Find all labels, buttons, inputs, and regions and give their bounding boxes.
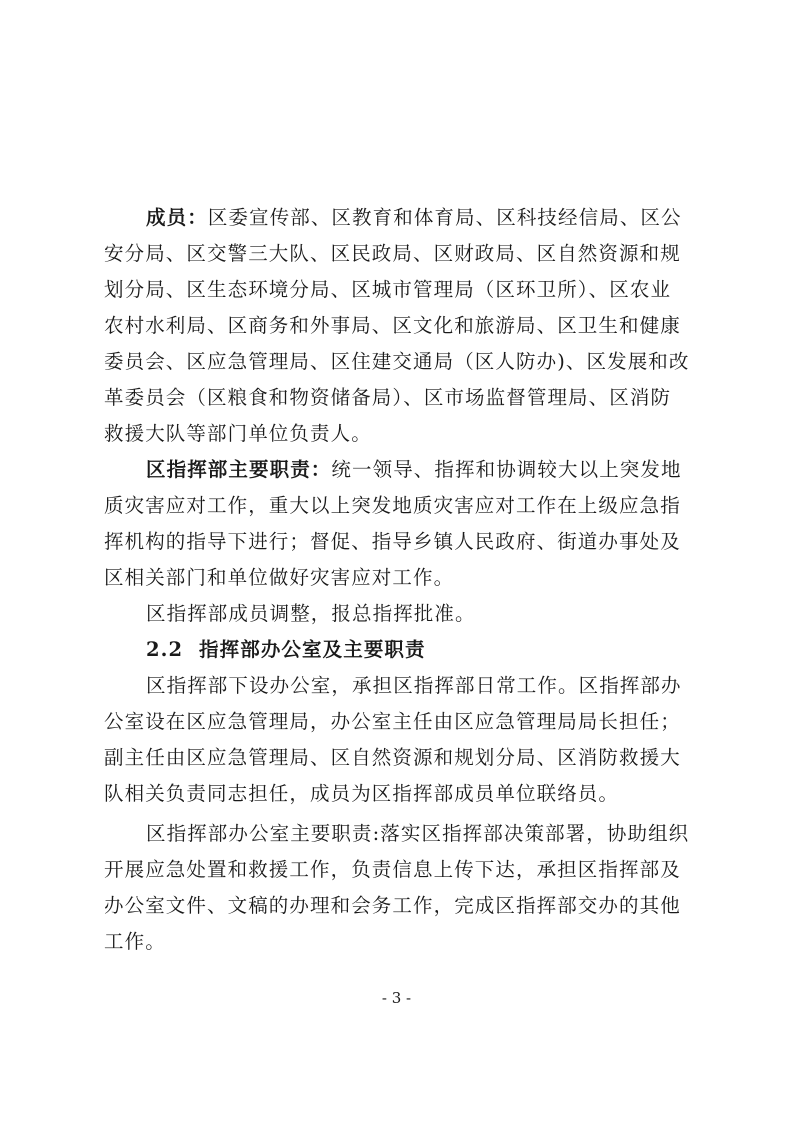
members-line-1 bbox=[146, 204, 682, 232]
office-line-1: 区指挥部下设办公室，承担区指挥部日常工作。区指挥部办 bbox=[146, 674, 682, 697]
duties-line-4: 区相关部门和单位做好灾害应对工作。 bbox=[104, 566, 455, 589]
office-line-2: 公室设在区应急管理局，办公室主任由区应急管理局局长担任； bbox=[104, 710, 681, 733]
office-line-3: 副主任由区应急管理局、区自然资源和规划分局、区消防救援大 bbox=[104, 746, 681, 769]
duties-line-1 bbox=[146, 456, 682, 484]
office-duties-line-4: 工作。 bbox=[104, 930, 166, 953]
page-number: - 3 - bbox=[381, 989, 412, 1007]
members-line-2: 安分局、区交警三大队、区民政局、区财政局、区自然资源和规 bbox=[104, 242, 681, 265]
office-line-4: 队相关负责同志担任，成员为区指挥部成员单位联络员。 bbox=[104, 782, 620, 805]
members-line-3: 划分局、区生态环境分局、区城市管理局（区环卫所）、区农业 bbox=[104, 278, 672, 301]
office-duties-line-2: 开展应急处置和救援工作，负责信息上传下达，承担区指挥部及 bbox=[104, 858, 681, 881]
members-text-1: 区委宣传部、区教育和体育局、区科技经信局、区公 bbox=[207, 206, 682, 229]
duties-line-2: 质灾害应对工作，重大以上突发地质灾害应对工作在上级应急指 bbox=[104, 494, 681, 517]
members-line-7: 救援大队等部门单位负责人。 bbox=[104, 422, 372, 445]
section-title: 指挥部办公室及主要职责 bbox=[199, 638, 426, 661]
members-line-5: 委员会、区应急管理局、区住建交通局（区人防办)、区发展和改 bbox=[104, 350, 690, 373]
duties-text-1: 统一领导、指挥和协调较大以上突发地 bbox=[331, 458, 682, 481]
office-duties-line-3: 办公室文件、文稿的办理和会务工作，完成区指挥部交办的其他 bbox=[104, 894, 681, 917]
members-line-4: 农村水利局、区商务和外事局、区文化和旅游局、区卫生和健康 bbox=[104, 314, 681, 337]
members-label: 成员： bbox=[146, 206, 208, 229]
members-line-6: 革委员会（区粮食和物资储备局）、区市场监督管理局、区消防 bbox=[104, 386, 672, 409]
section-number: 2.2 bbox=[146, 638, 184, 661]
duties-line-3: 挥机构的指导下进行；督促、指导乡镇人民政府、街道办事处及 bbox=[104, 530, 681, 553]
duties-label: 区指挥部主要职责： bbox=[146, 458, 332, 481]
section-heading bbox=[146, 636, 426, 664]
office-duties-line-1: 区指挥部办公室主要职责:落实区指挥部决策部署，协助组织 bbox=[146, 822, 690, 845]
adjustment-paragraph: 区指挥部成员调整，报总指挥批准。 bbox=[146, 602, 476, 625]
